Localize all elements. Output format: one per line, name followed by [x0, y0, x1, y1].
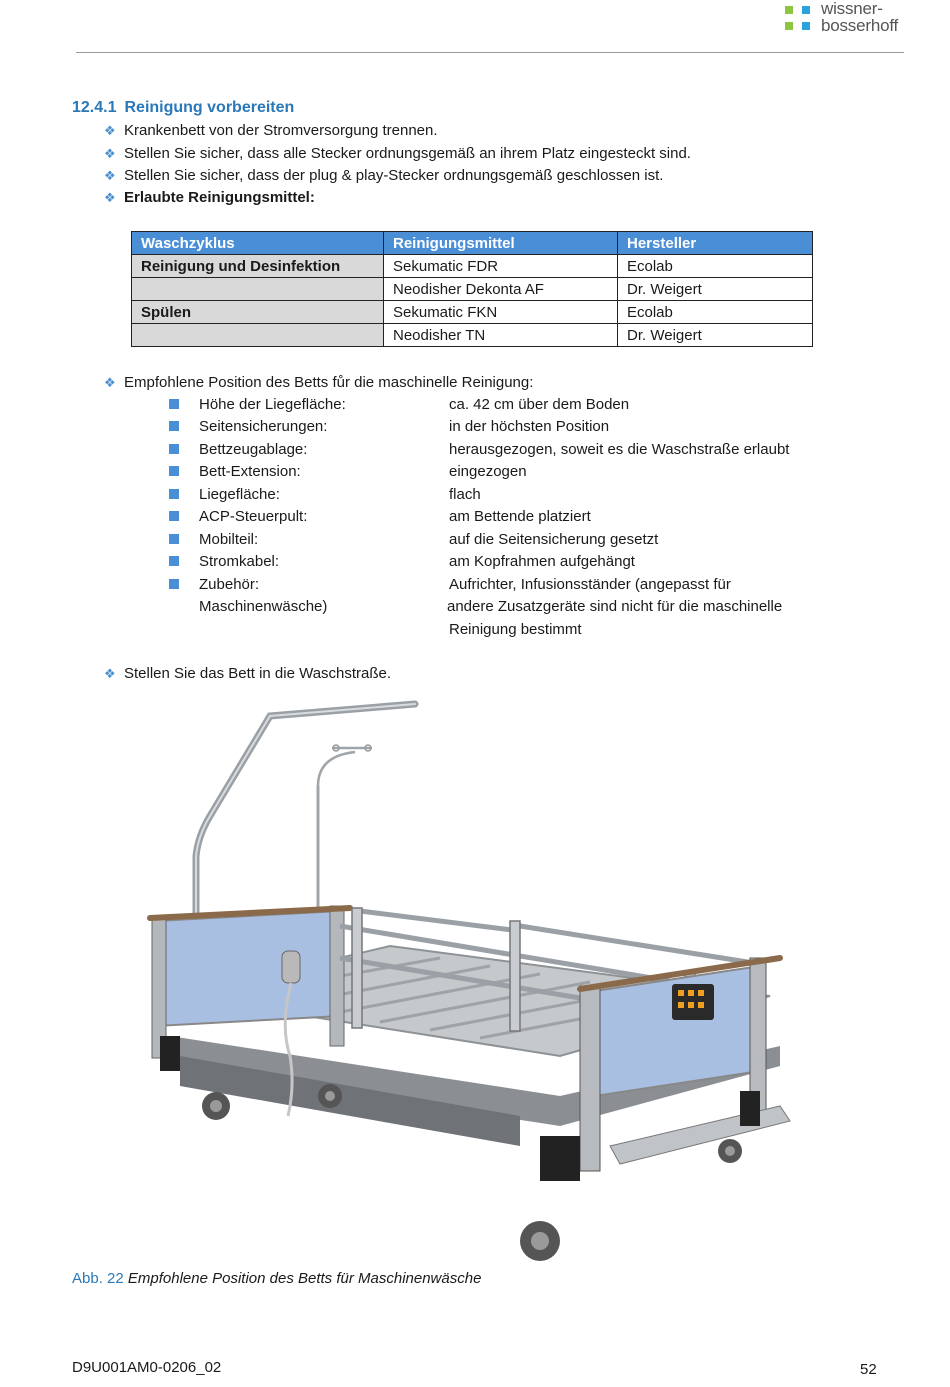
list-item: ❖ Erlaubte Reinigungsmittel:: [104, 189, 315, 206]
position-value: am Kopfrahmen aufgehängt: [449, 553, 635, 570]
list-item: ❖ Stellen Sie das Bett in die Waschstraße.: [104, 665, 392, 682]
position-value: Aufrichter, Infusionsständer (angepasst für: [449, 576, 731, 593]
position-label: ACP-Steuerpult:: [199, 508, 308, 525]
square-bullet-icon: [169, 399, 179, 409]
table-cell: Dr. Weigert: [618, 324, 813, 347]
diamond-bullet-icon: ❖: [104, 168, 116, 183]
table-row: [132, 255, 813, 278]
table-cell: Ecolab: [618, 301, 813, 324]
section-title: Reinigung vorbereiten: [124, 99, 295, 116]
hospital-bed-photo: [140, 696, 820, 1268]
cleaning-agents-table: [131, 231, 813, 347]
position-label: Zubehör:: [199, 576, 260, 593]
table-header-row: [132, 232, 813, 255]
diamond-bullet-icon: ❖: [104, 146, 116, 161]
table-cell: Sekumatic FDR: [384, 255, 618, 278]
square-bullet-icon: [169, 556, 179, 566]
square-bullet-icon: [169, 421, 179, 431]
figure-caption-text: Empfohlene Position des Betts für Maschinenwäsche: [127, 1270, 482, 1287]
section-heading: [72, 99, 294, 117]
position-label: Bett-Extension:: [199, 463, 301, 480]
table-row: [132, 324, 813, 347]
table-cell: Ecolab: [618, 255, 813, 278]
square-bullet-icon: [169, 489, 179, 499]
figure-number: Abb. 22: [72, 1270, 124, 1287]
position-label: Seitensicherungen:: [199, 418, 328, 435]
logo-square-blue: [802, 6, 810, 14]
square-bullet-icon: [169, 534, 179, 544]
position-label-continuation: Maschinenwäsche): [199, 598, 328, 615]
table-cell: Neodisher TN: [384, 324, 618, 347]
column-header: Waschzyklus: [132, 232, 384, 255]
position-label: Bettzeugablage:: [199, 441, 308, 458]
diamond-bullet-icon: ❖: [104, 666, 116, 681]
logo-square-blue: [802, 22, 810, 30]
diamond-bullet-icon: ❖: [104, 190, 116, 205]
position-value-continuation: Reinigung bestimmt: [449, 621, 582, 638]
position-value: ca. 42 cm über dem Boden: [449, 396, 630, 413]
logo-text-line1: wissner-: [821, 0, 883, 18]
square-bullet-icon: [169, 579, 179, 589]
table-cell: [132, 278, 384, 301]
column-header: Reinigungsmittel: [384, 232, 618, 255]
position-value-continuation: andere Zusatzgeräte sind nicht für die maschinelle: [447, 598, 783, 615]
position-value: in der höchsten Position: [449, 418, 610, 435]
figure-caption: [72, 1270, 481, 1287]
diamond-bullet-icon: ❖: [104, 375, 116, 390]
logo-square-green: [785, 6, 793, 14]
position-value: eingezogen: [449, 463, 527, 480]
position-value: am Bettende platziert: [449, 508, 591, 525]
logo-text-line2: bosserhoff: [821, 16, 899, 35]
column-header: Hersteller: [618, 232, 813, 255]
square-bullet-icon: [169, 466, 179, 476]
table-cell: Dr. Weigert: [618, 278, 813, 301]
position-label: Höhe der Liegefläche:: [199, 396, 346, 413]
table-row: [132, 301, 813, 324]
page-number: 52: [860, 1361, 877, 1378]
header-rule: [76, 52, 904, 53]
position-label: Mobilteil:: [199, 531, 259, 548]
table-cell: [132, 324, 384, 347]
section-number: 12.4.1: [72, 99, 117, 116]
table-cell: Sekumatic FKN: [384, 301, 618, 324]
position-value: auf die Seitensicherung gesetzt: [449, 531, 659, 548]
diamond-bullet-icon: ❖: [104, 123, 116, 138]
list-item: ❖ Empfohlene Position des Betts fůr die maschinelle Reinigung:: [104, 374, 534, 391]
position-label: Stromkabel:: [199, 553, 280, 570]
square-bullet-icon: [169, 511, 179, 521]
list-item: ❖ Stellen Sie sicher, dass alle Stecker ordnungsgemäß an ihrem Platz eingesteckt sind.: [104, 145, 691, 162]
position-value: flach: [449, 486, 481, 503]
square-bullet-icon: [169, 444, 179, 454]
position-value: herausgezogen, soweit es die Waschstraße erlaubt: [449, 441, 790, 458]
position-label: Liegefläche:: [199, 486, 280, 503]
document-id: D9U001AM0-0206_02: [72, 1359, 222, 1376]
logo-square-green: [785, 22, 793, 30]
table-row: [132, 278, 813, 301]
table-cell: Neodisher Dekonta AF: [384, 278, 618, 301]
list-item: ❖ Stellen Sie sicher, dass der plug & play-Stecker ordnungsgemäß geschlossen ist.: [104, 167, 664, 184]
list-item: ❖ Krankenbett von der Stromversorgung trennen.: [104, 122, 438, 139]
table-cell: Reinigung und Desinfektion: [132, 255, 384, 278]
table-cell: Spülen: [132, 301, 384, 324]
